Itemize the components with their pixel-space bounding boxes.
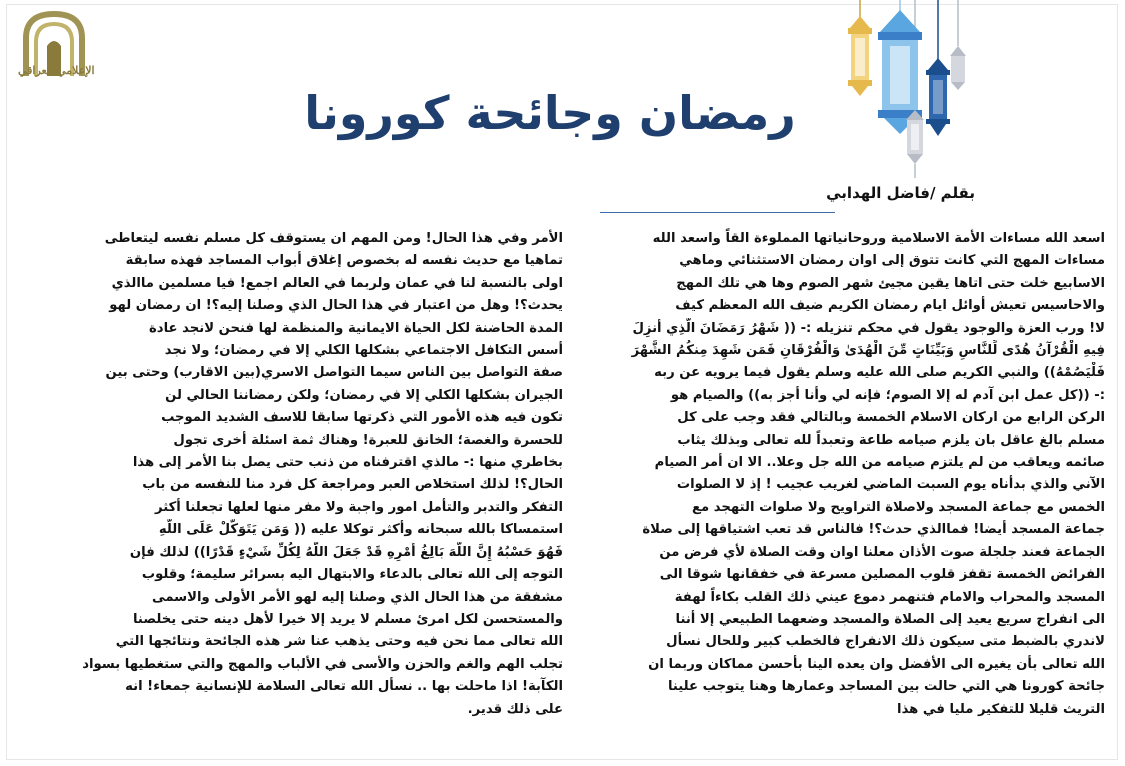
text-line: مشفقة من هذا الحال الذي وصلنا إليه لهو الأمر الأولى والاسمى	[151, 589, 563, 605]
publisher-logo	[14, 6, 94, 90]
text-line: التفكر والتدبر والتأمل امور واجبة ولا مفر منها لعلها تجعلنا أكثر	[155, 499, 563, 515]
text-line: اولى بالنسبة لنا في عمان ولربما في العالم اجمع! فيا مسلمين ماالذي	[111, 275, 563, 291]
text-line: للحسرة والغصة؛ الخانق للعبرة! وهناك ثمة اسئلة أخرى تجول	[173, 432, 563, 448]
text-line: أسس التكافل الاجتماعي بشكلها الكلي إلا في رمضان؛ ولا نجد	[164, 343, 563, 359]
text-line: الكآبة! اذا ماحلت بها .. نسأل الله تعالى السلامة للإنسانية جمعاء! انه	[125, 679, 563, 695]
text-line: بخاطري منها :- مالذي اقترفناه من ذنب حتى يصل بنا الأمر إلى هذا	[132, 455, 563, 471]
text-line: والمستحسن لكل امرئ مسلم لا يريد إلا خيرا لأهل دينه حتى يخلصنا	[132, 611, 563, 627]
author-byline: بقلم /فاضل الهدابي	[826, 184, 975, 202]
quran-verse-line: فَهُوَ حَسْبُهُ إِنَّ اللَّهَ بَالِغُ أَمْرِهِ قَدْ جَعَلَ اللَّهُ لِكُلِّ شَيْءٍ قَدْرًا)) لذلك فإن	[129, 544, 563, 560]
text-line: مسلم بالغ عاقل بان يلزم صيامه طاعة وتعبداً لله تعالى وبذلك يثاب	[677, 432, 1105, 448]
text-line: الآني والذي بدأناه يوم السبت الماضي لغريب عجيب ! إذ لا الصلوات	[676, 477, 1105, 493]
text-line: الأمر وفي هذا الحال! ومن المهم ان يستوقف كل مسلم نفسه ليتعاطى	[104, 231, 563, 246]
quran-verse-line: لا! ورب العزة والوجود يقول في محكم تنزيله :- (( شَهْرُ رَمَضَانَ الَّذِي أُنزِلَ	[632, 320, 1105, 336]
article-column-right	[570, 228, 1105, 721]
article-title: رمضان وجائحة كورونا	[304, 86, 796, 140]
text-line: تكون فيه هذه الأمور التي ذكرتها سابقا للاسف الشديد الموجب	[161, 410, 563, 426]
hadith-line: :- ((كل عمل ابن آدم له إلا الصوم؛ فإنه لي وأنا أجز به)) والصيام هو	[670, 387, 1105, 403]
text-line: الفرائض الخمسة تقفز قلوب المصلين مسرعة في خفقانها شوقا الى	[659, 567, 1105, 583]
text-line: الركن الرابع من اركان الاسلام الخمسة وبالتالي فقد وجب على كل	[677, 410, 1105, 426]
text-line: على ذلك قدير.	[467, 701, 563, 717]
text-line: صفة التواصل بين الناس سيما التواصل الاسري(بين الاقارب) وحتى بين	[105, 365, 563, 381]
text-line: الاسابيع خلت حتى اتاها يقين مجيئ شهر الصوم وها هي تلك المهج	[676, 275, 1105, 291]
text-line: يحدث؟! وهل من اعتبار في هذا الحال الذي وصلنا إليه؟! ان رمضان لهو	[109, 298, 563, 314]
text-line: الله تعالى بأن يغيره الى الأفضل وان يعده الينا بأحسن مماكان وربما ان	[648, 656, 1105, 672]
text-line: التوجه إلى الله تعالى بالدعاء والابتهال اليه بسرائر سليمة؛ وقلوب	[141, 567, 563, 583]
text-line: فَلْيَصُمْهُ)) والنبي الكريم صلى الله عليه وسلم يقول فيما يرويه عن ربه	[654, 365, 1105, 381]
text-line: التريث قليلا للتفكير مليا في هذا	[897, 701, 1105, 717]
ramadan-lanterns-illustration	[840, 0, 975, 190]
text-line: لاندري بالضبط متى سيكون ذلك الانفراج فالخطب كبير وللحال نسأل	[666, 634, 1105, 650]
header-divider	[600, 212, 835, 213]
quran-verse-line: استمساكا بالله سبحانه وأكثر توكلا عليه (( وَمَن يَتَوَكَّلْ عَلَى اللَّهِ	[158, 522, 563, 538]
article-column-left	[28, 228, 563, 721]
text-line: الجيران بشكلها الكلي إلا في رمضان؛ ولكن رمضاننا الحالي لن	[165, 387, 563, 403]
text-line: جائحة كورونا هي التي حالت بين المساجد وعمارها وهنا يتوجب علينا	[667, 679, 1105, 695]
quran-verse-line: فِيهِ الْقُرْآنُ هُدًى لِّلنَّاسِ وَبَيِّنَاتٍ مِّنَ الْهُدَىٰ وَالْفُرْقَانِ فَمَن شَهِدَ مِنكُمُ الشَّهْرَ	[631, 343, 1105, 359]
text-line: مساءات المهج التي كانت تتوق إلى اوان رمضان الاستثنائي وماهي	[679, 253, 1105, 269]
text-line: الخمس مع جماعة المسجد ولاصلاة التراويح ولا صلوات التهجد مع	[692, 499, 1105, 515]
logo-text: الإعلامي العراقي	[18, 64, 95, 77]
text-line: الى انفراج سريع يعيد إلى الصلاة والمسجد وضعهما الطبيعي إلا أننا	[675, 611, 1105, 627]
text-line: جماعة المسجد أيضا! فماالذي حدث؟! فالناس قد تعب اشتياقها إلى صلاة	[642, 522, 1105, 538]
text-line: الجماعة فعند جلجلة صوت الأذان معلنا اوان وقت الصلاة لأي فرض من	[659, 544, 1105, 560]
text-line: صائمه ويعاقب من لم يلتزم صيامه من الله جل وعلا.. الا ان أمر الصيام	[654, 455, 1105, 471]
text-line: المسجد والمحراب والامام فتنهمر دموع عيني ذلك القلب بكاءاً لهفة	[674, 589, 1105, 605]
text-line: تماهيا مع حديث نفسه له بخصوص إغلاق أبواب المساجد فهذه سابقة	[125, 253, 563, 269]
text-line: اسعد الله مساءات الأمة الاسلامية وروحانياتها المملوءة القاً واسعد الله	[652, 231, 1105, 246]
text-line: تجلب الهم والغم والحزن والأسى في الألباب والمهج والتي ستغطيها بسواد	[82, 656, 563, 672]
text-line: الحال؟! لذلك استخلاص العبر ومراجعة كل فرد منا للنفسه من باب	[142, 477, 563, 493]
text-line: المدة الحاضنة لكل الحياة الايمانية والمنظمة لها فنحن لانجد عادة	[149, 320, 563, 336]
text-line: والاحاسيس تعيش أوائل ايام رمضان الكريم ضيف الله المعظم كيف	[675, 298, 1105, 314]
text-line: الله تعالى مما نحن فيه وحتى يذهب عنا شر هذه الجائحة ونتائجها التي	[115, 634, 563, 650]
